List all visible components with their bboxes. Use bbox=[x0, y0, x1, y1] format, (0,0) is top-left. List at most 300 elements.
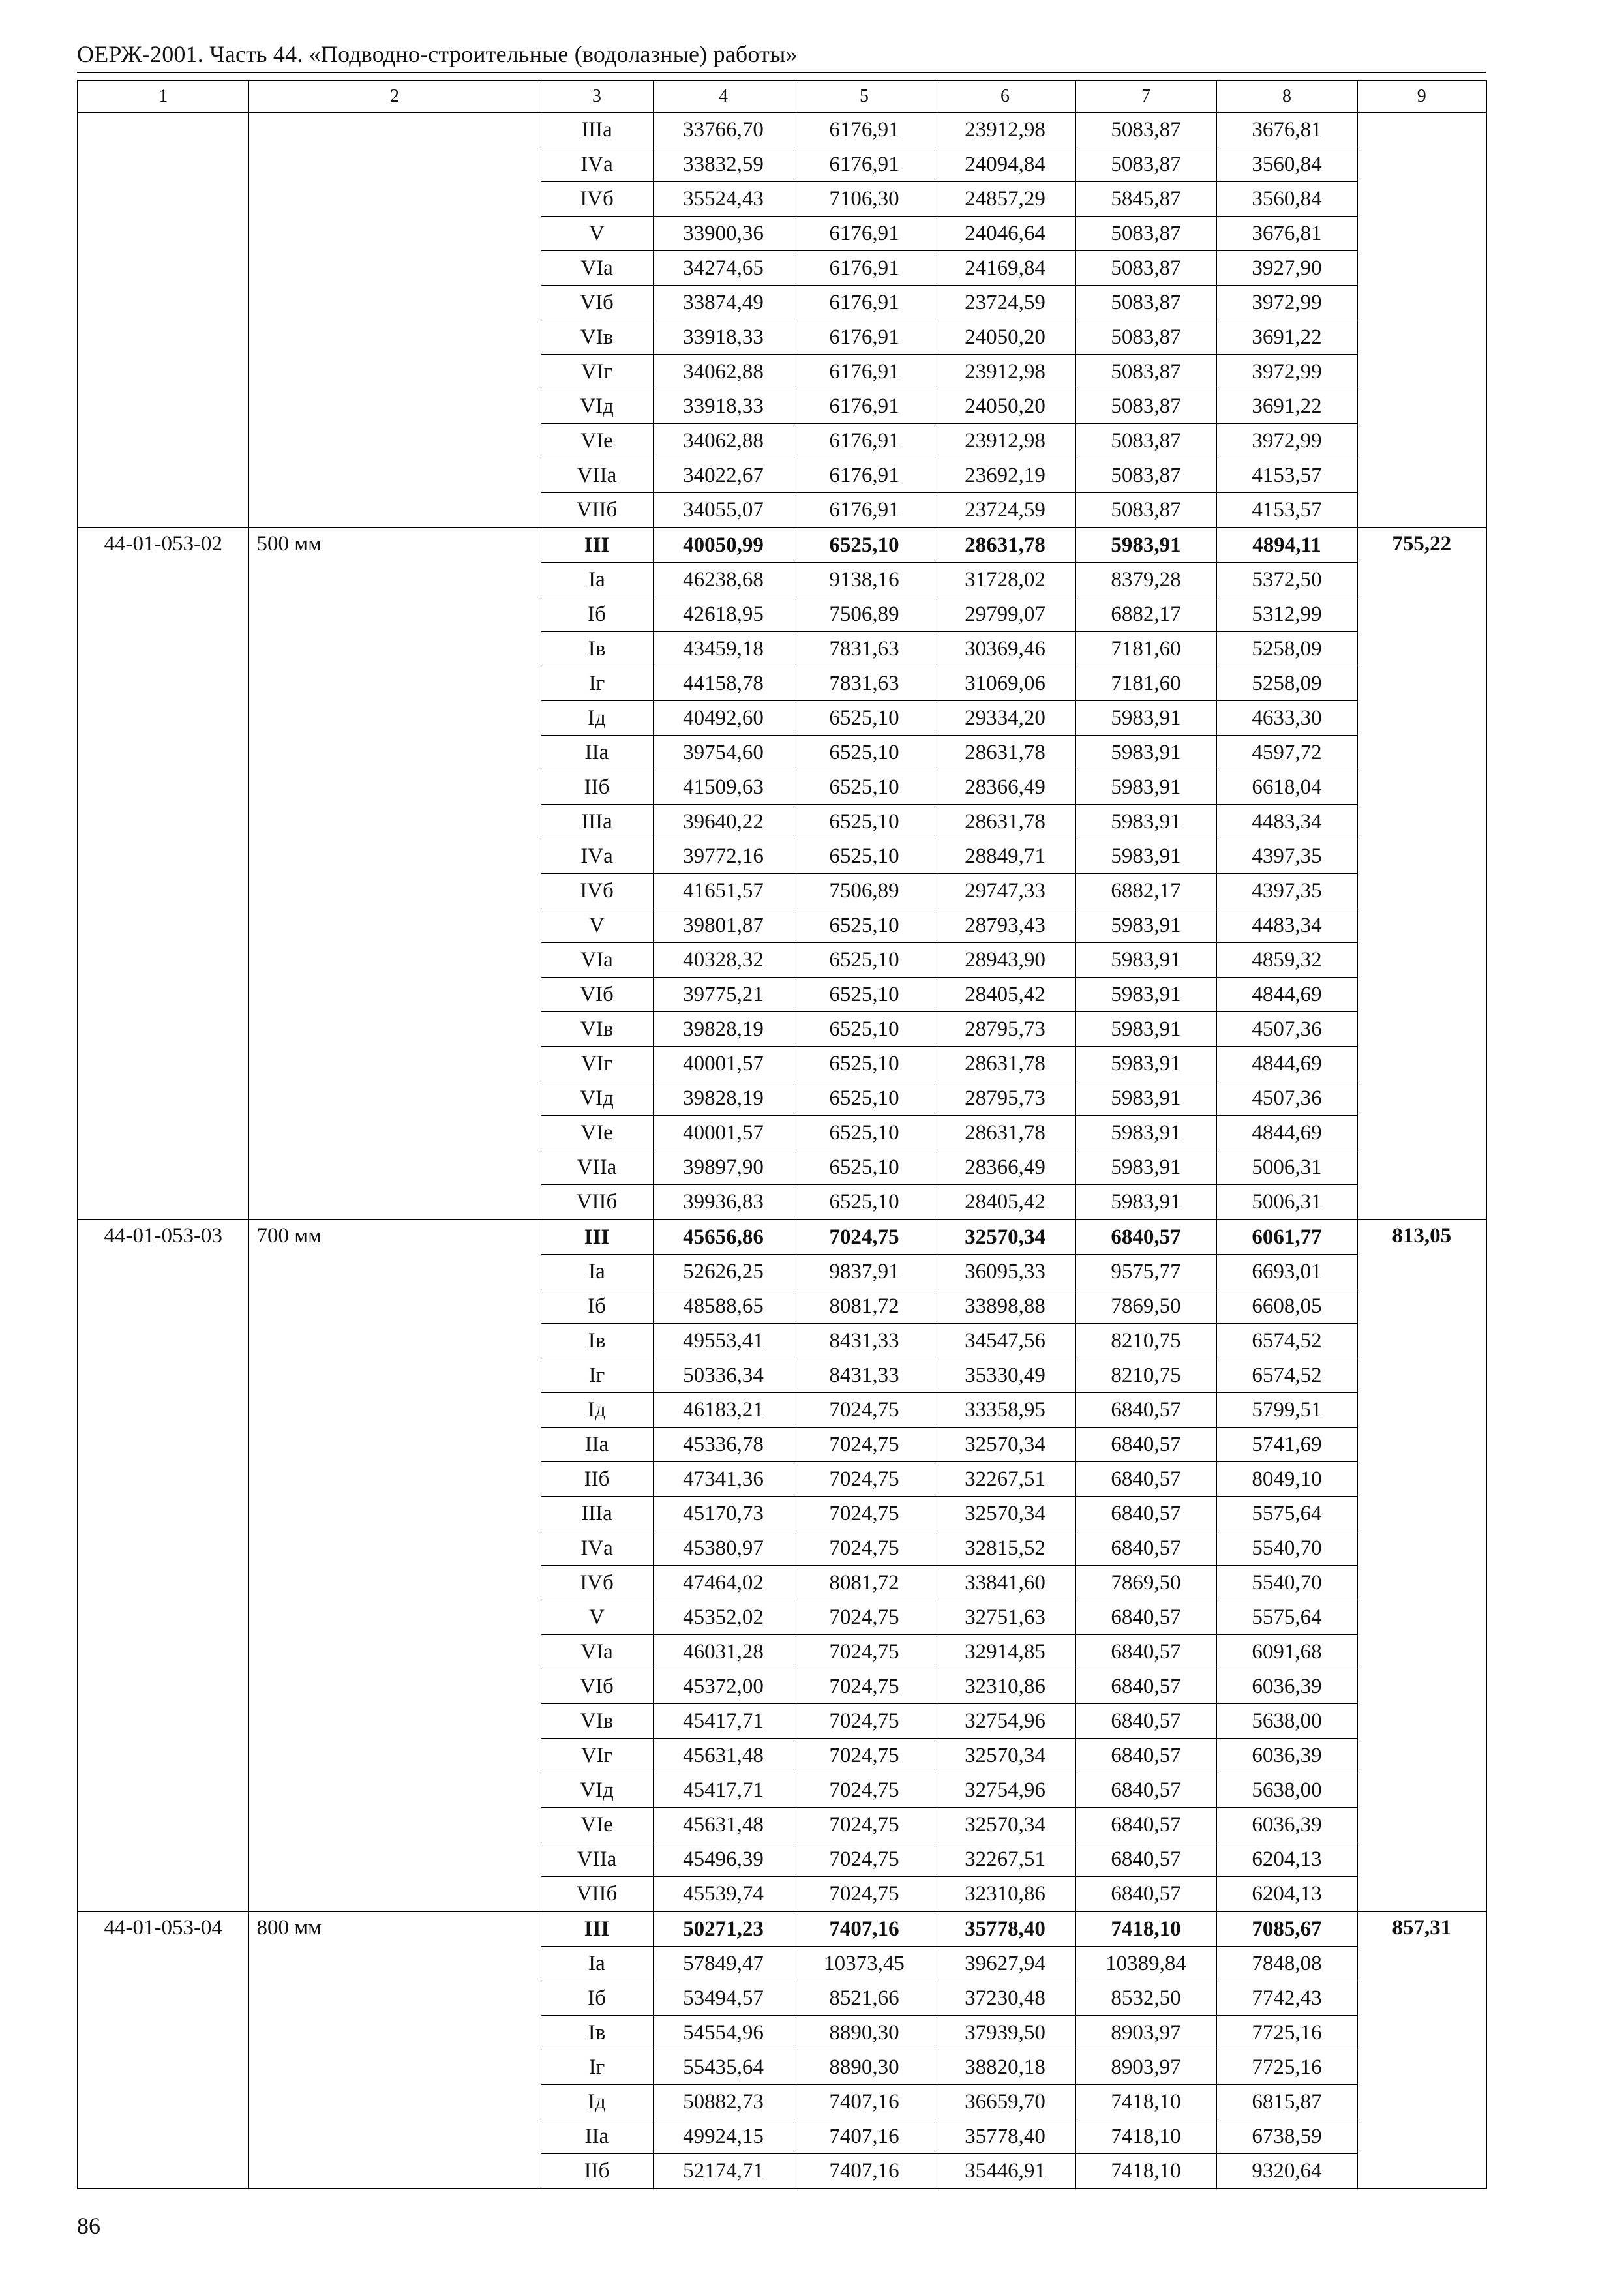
cost-value: 7869,50 bbox=[1075, 1289, 1216, 1324]
cost-value: 5799,51 bbox=[1216, 1393, 1357, 1428]
cost-value: 32310,86 bbox=[935, 1877, 1075, 1912]
cost-value: 4844,69 bbox=[1216, 1047, 1357, 1081]
cost-value: 4507,36 bbox=[1216, 1012, 1357, 1047]
cost-value: 32754,96 bbox=[935, 1704, 1075, 1739]
zone-label: VIIа bbox=[541, 1150, 653, 1185]
cost-value: 33918,33 bbox=[653, 389, 794, 424]
cost-value: 55435,64 bbox=[653, 2050, 794, 2085]
cost-value: 4153,57 bbox=[1216, 458, 1357, 493]
cost-value: 32570,34 bbox=[935, 1219, 1075, 1255]
cost-value: 8431,33 bbox=[794, 1324, 935, 1358]
cost-value: 4397,35 bbox=[1216, 839, 1357, 874]
cost-value: 28795,73 bbox=[935, 1012, 1075, 1047]
cost-value: 49553,41 bbox=[653, 1324, 794, 1358]
zone-label: IIб bbox=[541, 1462, 653, 1497]
cost-value: 7418,10 bbox=[1075, 2085, 1216, 2119]
cost-value: 6574,52 bbox=[1216, 1358, 1357, 1393]
cost-value: 4894,11 bbox=[1216, 528, 1357, 563]
cost-value: 6525,10 bbox=[794, 839, 935, 874]
cost-value: 3676,81 bbox=[1216, 113, 1357, 147]
column-number: 5 bbox=[794, 80, 935, 113]
cost-value: 6525,10 bbox=[794, 528, 935, 563]
cost-value: 46031,28 bbox=[653, 1635, 794, 1669]
cost-value: 34547,56 bbox=[935, 1324, 1075, 1358]
rate-code: 44-01-053-03 bbox=[78, 1219, 248, 1911]
zone-label: IIIа bbox=[541, 1497, 653, 1531]
zone-label: Iб bbox=[541, 1981, 653, 2016]
column-9-value: 813,05 bbox=[1357, 1219, 1486, 1911]
cost-value: 6176,91 bbox=[794, 424, 935, 458]
cost-value: 39828,19 bbox=[653, 1081, 794, 1116]
cost-value: 24857,29 bbox=[935, 182, 1075, 217]
cost-value: 7407,16 bbox=[794, 2154, 935, 2189]
zone-label: VIIб bbox=[541, 1877, 653, 1912]
cost-value: 8210,75 bbox=[1075, 1358, 1216, 1393]
cost-value: 28793,43 bbox=[935, 908, 1075, 943]
zone-label: IVб bbox=[541, 1566, 653, 1600]
zone-label: IVб bbox=[541, 874, 653, 908]
cost-value: 39828,19 bbox=[653, 1012, 794, 1047]
header-rule bbox=[77, 72, 1486, 73]
cost-value: 52174,71 bbox=[653, 2154, 794, 2189]
cost-value: 3972,99 bbox=[1216, 424, 1357, 458]
zone-label: III bbox=[541, 1911, 653, 1947]
cost-value: 7024,75 bbox=[794, 1635, 935, 1669]
rate-code: 44-01-053-04 bbox=[78, 1911, 248, 2189]
cost-value: 28366,49 bbox=[935, 1150, 1075, 1185]
zone-label: Iг bbox=[541, 2050, 653, 2085]
cost-value: 6840,57 bbox=[1075, 1704, 1216, 1739]
column-number: 6 bbox=[935, 80, 1075, 113]
cost-value: 9575,77 bbox=[1075, 1255, 1216, 1289]
cost-value: 7024,75 bbox=[794, 1773, 935, 1808]
zone-label: VIа bbox=[541, 1635, 653, 1669]
cost-value: 7024,75 bbox=[794, 1497, 935, 1531]
cost-value: 23912,98 bbox=[935, 113, 1075, 147]
cost-value: 34062,88 bbox=[653, 355, 794, 389]
zone-label: Iа bbox=[541, 1947, 653, 1981]
zone-label: V bbox=[541, 1600, 653, 1635]
cost-value: 32310,86 bbox=[935, 1669, 1075, 1704]
cost-value: 5083,87 bbox=[1075, 424, 1216, 458]
cost-value: 6176,91 bbox=[794, 458, 935, 493]
cost-value: 4153,57 bbox=[1216, 493, 1357, 528]
cost-value: 7742,43 bbox=[1216, 1981, 1357, 2016]
cost-value: 8890,30 bbox=[794, 2050, 935, 2085]
cost-value: 45336,78 bbox=[653, 1428, 794, 1462]
cost-value: 7506,89 bbox=[794, 874, 935, 908]
cost-value: 6176,91 bbox=[794, 355, 935, 389]
cost-value: 8521,66 bbox=[794, 1981, 935, 2016]
column-number-row bbox=[78, 80, 1486, 113]
zone-label: IIIа bbox=[541, 805, 653, 839]
cost-value: 6840,57 bbox=[1075, 1635, 1216, 1669]
cost-value: 32570,34 bbox=[935, 1739, 1075, 1773]
zone-label: V bbox=[541, 908, 653, 943]
cost-value: 40328,32 bbox=[653, 943, 794, 978]
cost-value: 29799,07 bbox=[935, 597, 1075, 632]
cost-value: 5845,87 bbox=[1075, 182, 1216, 217]
cost-value: 32751,63 bbox=[935, 1600, 1075, 1635]
cost-value: 6176,91 bbox=[794, 251, 935, 286]
cost-value: 24169,84 bbox=[935, 251, 1075, 286]
zone-label: VIг bbox=[541, 1047, 653, 1081]
zone-label: VIIб bbox=[541, 1185, 653, 1220]
cost-value: 5983,91 bbox=[1075, 770, 1216, 805]
zone-label: VIг bbox=[541, 355, 653, 389]
cost-value: 5083,87 bbox=[1075, 355, 1216, 389]
cost-value: 46183,21 bbox=[653, 1393, 794, 1428]
cost-value: 6840,57 bbox=[1075, 1877, 1216, 1912]
zone-label: VIд bbox=[541, 1081, 653, 1116]
cost-value: 6815,87 bbox=[1216, 2085, 1357, 2119]
cost-value: 31069,06 bbox=[935, 666, 1075, 701]
cost-value: 6574,52 bbox=[1216, 1324, 1357, 1358]
zone-label: VIб bbox=[541, 978, 653, 1012]
cost-value: 5083,87 bbox=[1075, 251, 1216, 286]
rates-table bbox=[77, 80, 1487, 2189]
cost-value: 33918,33 bbox=[653, 320, 794, 355]
cost-value: 6525,10 bbox=[794, 1012, 935, 1047]
cost-value: 32570,34 bbox=[935, 1497, 1075, 1531]
cost-value: 5741,69 bbox=[1216, 1428, 1357, 1462]
cost-value: 7024,75 bbox=[794, 1600, 935, 1635]
cost-value: 28405,42 bbox=[935, 1185, 1075, 1220]
column-number: 9 bbox=[1357, 80, 1486, 113]
cost-value: 5983,91 bbox=[1075, 805, 1216, 839]
cost-value: 45417,71 bbox=[653, 1773, 794, 1808]
cost-value: 6840,57 bbox=[1075, 1773, 1216, 1808]
cost-value: 48588,65 bbox=[653, 1289, 794, 1324]
cost-value: 6176,91 bbox=[794, 320, 935, 355]
cost-value: 3691,22 bbox=[1216, 320, 1357, 355]
zone-label: VIа bbox=[541, 943, 653, 978]
cost-value: 46238,68 bbox=[653, 563, 794, 597]
column-number: 7 bbox=[1075, 80, 1216, 113]
cost-value: 29747,33 bbox=[935, 874, 1075, 908]
cost-value: 6525,10 bbox=[794, 908, 935, 943]
cost-value: 32914,85 bbox=[935, 1635, 1075, 1669]
cost-value: 6176,91 bbox=[794, 493, 935, 528]
cost-value: 7506,89 bbox=[794, 597, 935, 632]
cost-value: 6176,91 bbox=[794, 286, 935, 320]
cost-value: 3560,84 bbox=[1216, 182, 1357, 217]
cost-value: 5258,09 bbox=[1216, 666, 1357, 701]
cost-value: 5083,87 bbox=[1075, 217, 1216, 251]
cost-value: 6525,10 bbox=[794, 1116, 935, 1150]
pipe-diameter bbox=[248, 113, 541, 528]
cost-value: 35524,43 bbox=[653, 182, 794, 217]
cost-value: 7831,63 bbox=[794, 632, 935, 666]
cost-value: 5258,09 bbox=[1216, 632, 1357, 666]
cost-value: 7407,16 bbox=[794, 1911, 935, 1947]
cost-value: 34055,07 bbox=[653, 493, 794, 528]
zone-label: VIб bbox=[541, 1669, 653, 1704]
cost-value: 28631,78 bbox=[935, 1116, 1075, 1150]
cost-value: 6061,77 bbox=[1216, 1219, 1357, 1255]
zone-label: VIа bbox=[541, 251, 653, 286]
cost-value: 7024,75 bbox=[794, 1428, 935, 1462]
cost-value: 5083,87 bbox=[1075, 493, 1216, 528]
cost-value: 50271,23 bbox=[653, 1911, 794, 1947]
cost-value: 6525,10 bbox=[794, 770, 935, 805]
cost-value: 49924,15 bbox=[653, 2119, 794, 2154]
cost-value: 6840,57 bbox=[1075, 1497, 1216, 1531]
cost-value: 6176,91 bbox=[794, 113, 935, 147]
cost-value: 9138,16 bbox=[794, 563, 935, 597]
cost-value: 7024,75 bbox=[794, 1808, 935, 1842]
cost-value: 6840,57 bbox=[1075, 1808, 1216, 1842]
cost-value: 5983,91 bbox=[1075, 528, 1216, 563]
column-number: 3 bbox=[541, 80, 653, 113]
cost-value: 5575,64 bbox=[1216, 1600, 1357, 1635]
cost-value: 43459,18 bbox=[653, 632, 794, 666]
cost-value: 7024,75 bbox=[794, 1219, 935, 1255]
cost-value: 4597,72 bbox=[1216, 736, 1357, 770]
cost-value: 6840,57 bbox=[1075, 1428, 1216, 1462]
cost-value: 5372,50 bbox=[1216, 563, 1357, 597]
zone-label: VIв bbox=[541, 1012, 653, 1047]
cost-value: 33832,59 bbox=[653, 147, 794, 182]
rate-code: 44-01-053-02 bbox=[78, 528, 248, 1219]
cost-value: 45631,48 bbox=[653, 1739, 794, 1773]
zone-label: IVб bbox=[541, 182, 653, 217]
cost-value: 6840,57 bbox=[1075, 1462, 1216, 1497]
cost-value: 6036,39 bbox=[1216, 1808, 1357, 1842]
cost-value: 6840,57 bbox=[1075, 1600, 1216, 1635]
zone-label: IIб bbox=[541, 2154, 653, 2189]
cost-value: 7106,30 bbox=[794, 182, 935, 217]
cost-value: 6176,91 bbox=[794, 147, 935, 182]
cost-value: 5006,31 bbox=[1216, 1185, 1357, 1220]
cost-value: 8890,30 bbox=[794, 2016, 935, 2050]
cost-value: 23912,98 bbox=[935, 424, 1075, 458]
cost-value: 3676,81 bbox=[1216, 217, 1357, 251]
cost-value: 6525,10 bbox=[794, 736, 935, 770]
cost-value: 33900,36 bbox=[653, 217, 794, 251]
cost-value: 6525,10 bbox=[794, 1185, 935, 1220]
cost-value: 23692,19 bbox=[935, 458, 1075, 493]
cost-value: 28631,78 bbox=[935, 736, 1075, 770]
cost-value: 5983,91 bbox=[1075, 1150, 1216, 1185]
cost-value: 3972,99 bbox=[1216, 286, 1357, 320]
cost-value: 33898,88 bbox=[935, 1289, 1075, 1324]
cost-value: 5312,99 bbox=[1216, 597, 1357, 632]
zone-label: VIд bbox=[541, 389, 653, 424]
cost-value: 6204,13 bbox=[1216, 1877, 1357, 1912]
cost-value: 7407,16 bbox=[794, 2119, 935, 2154]
cost-value: 54554,96 bbox=[653, 2016, 794, 2050]
cost-value: 7418,10 bbox=[1075, 1911, 1216, 1947]
cost-value: 28366,49 bbox=[935, 770, 1075, 805]
cost-value: 5083,87 bbox=[1075, 113, 1216, 147]
zone-label: IVа bbox=[541, 147, 653, 182]
cost-value: 10389,84 bbox=[1075, 1947, 1216, 1981]
cost-value: 38820,18 bbox=[935, 2050, 1075, 2085]
zone-label: Iд bbox=[541, 1393, 653, 1428]
cost-value: 9320,64 bbox=[1216, 2154, 1357, 2189]
cost-value: 45352,02 bbox=[653, 1600, 794, 1635]
cost-value: 8532,50 bbox=[1075, 1981, 1216, 2016]
column-9-value: 857,31 bbox=[1357, 1911, 1486, 2189]
zone-label: V bbox=[541, 217, 653, 251]
cost-value: 39627,94 bbox=[935, 1947, 1075, 1981]
cost-value: 7024,75 bbox=[794, 1739, 935, 1773]
cost-value: 10373,45 bbox=[794, 1947, 935, 1981]
table-row bbox=[78, 1219, 1486, 1255]
cost-value: 45417,71 bbox=[653, 1704, 794, 1739]
rate-code bbox=[78, 113, 248, 528]
cost-value: 7024,75 bbox=[794, 1531, 935, 1566]
cost-value: 5983,91 bbox=[1075, 839, 1216, 874]
cost-value: 47341,36 bbox=[653, 1462, 794, 1497]
cost-value: 5983,91 bbox=[1075, 701, 1216, 736]
table-row bbox=[78, 1911, 1486, 1947]
cost-value: 28631,78 bbox=[935, 528, 1075, 563]
zone-label: III bbox=[541, 528, 653, 563]
cost-value: 50336,34 bbox=[653, 1358, 794, 1393]
page-number: 86 bbox=[77, 2213, 100, 2239]
cost-value: 7418,10 bbox=[1075, 2119, 1216, 2154]
cost-value: 52626,25 bbox=[653, 1255, 794, 1289]
cost-value: 28631,78 bbox=[935, 1047, 1075, 1081]
cost-value: 7869,50 bbox=[1075, 1566, 1216, 1600]
cost-value: 33766,70 bbox=[653, 113, 794, 147]
column-number: 4 bbox=[653, 80, 794, 113]
cost-value: 35778,40 bbox=[935, 1911, 1075, 1947]
cost-value: 5983,91 bbox=[1075, 1081, 1216, 1116]
cost-value: 6840,57 bbox=[1075, 1393, 1216, 1428]
cost-value: 45539,74 bbox=[653, 1877, 794, 1912]
cost-value: 6036,39 bbox=[1216, 1669, 1357, 1704]
cost-value: 5083,87 bbox=[1075, 286, 1216, 320]
cost-value: 34062,88 bbox=[653, 424, 794, 458]
cost-value: 35330,49 bbox=[935, 1358, 1075, 1393]
cost-value: 6036,39 bbox=[1216, 1739, 1357, 1773]
cost-value: 5983,91 bbox=[1075, 1185, 1216, 1220]
cost-value: 6693,01 bbox=[1216, 1255, 1357, 1289]
cost-value: 39936,83 bbox=[653, 1185, 794, 1220]
cost-value: 5083,87 bbox=[1075, 389, 1216, 424]
cost-value: 28849,71 bbox=[935, 839, 1075, 874]
cost-value: 6882,17 bbox=[1075, 874, 1216, 908]
cost-value: 5575,64 bbox=[1216, 1497, 1357, 1531]
zone-label: VIб bbox=[541, 286, 653, 320]
cost-value: 6738,59 bbox=[1216, 2119, 1357, 2154]
cost-value: 6176,91 bbox=[794, 217, 935, 251]
cost-value: 24050,20 bbox=[935, 389, 1075, 424]
cost-value: 39897,90 bbox=[653, 1150, 794, 1185]
column-number: 8 bbox=[1216, 80, 1357, 113]
cost-value: 42618,95 bbox=[653, 597, 794, 632]
zone-label: Iг bbox=[541, 666, 653, 701]
cost-value: 4844,69 bbox=[1216, 1116, 1357, 1150]
zone-label: Iв bbox=[541, 1324, 653, 1358]
cost-value: 4483,34 bbox=[1216, 805, 1357, 839]
cost-value: 5006,31 bbox=[1216, 1150, 1357, 1185]
cost-value: 40050,99 bbox=[653, 528, 794, 563]
zone-label: VIе bbox=[541, 1116, 653, 1150]
cost-value: 6608,05 bbox=[1216, 1289, 1357, 1324]
cost-value: 8081,72 bbox=[794, 1566, 935, 1600]
cost-value: 6525,10 bbox=[794, 805, 935, 839]
cost-value: 7725,16 bbox=[1216, 2016, 1357, 2050]
zone-label: Iв bbox=[541, 632, 653, 666]
cost-value: 6525,10 bbox=[794, 1081, 935, 1116]
column-9-value: 755,22 bbox=[1357, 528, 1486, 1219]
cost-value: 7024,75 bbox=[794, 1462, 935, 1497]
cost-value: 40001,57 bbox=[653, 1047, 794, 1081]
cost-value: 6525,10 bbox=[794, 978, 935, 1012]
zone-label: IIIа bbox=[541, 113, 653, 147]
cost-value: 9837,91 bbox=[794, 1255, 935, 1289]
cost-value: 32570,34 bbox=[935, 1428, 1075, 1462]
column-9-value bbox=[1357, 113, 1486, 528]
cost-value: 6176,91 bbox=[794, 389, 935, 424]
cost-value: 7024,75 bbox=[794, 1704, 935, 1739]
cost-value: 3972,99 bbox=[1216, 355, 1357, 389]
cost-value: 36095,33 bbox=[935, 1255, 1075, 1289]
cost-value: 39801,87 bbox=[653, 908, 794, 943]
cost-value: 8379,28 bbox=[1075, 563, 1216, 597]
cost-value: 7725,16 bbox=[1216, 2050, 1357, 2085]
cost-value: 5083,87 bbox=[1075, 458, 1216, 493]
cost-value: 45372,00 bbox=[653, 1669, 794, 1704]
cost-value: 34274,65 bbox=[653, 251, 794, 286]
cost-value: 6882,17 bbox=[1075, 597, 1216, 632]
cost-value: 39754,60 bbox=[653, 736, 794, 770]
zone-label: Iд bbox=[541, 701, 653, 736]
zone-label: IIа bbox=[541, 1428, 653, 1462]
zone-label: VIг bbox=[541, 1739, 653, 1773]
cost-value: 33841,60 bbox=[935, 1566, 1075, 1600]
zone-label: VIв bbox=[541, 320, 653, 355]
cost-value: 30369,46 bbox=[935, 632, 1075, 666]
cost-value: 39640,22 bbox=[653, 805, 794, 839]
cost-value: 28405,42 bbox=[935, 978, 1075, 1012]
zone-label: IIа bbox=[541, 736, 653, 770]
cost-value: 32570,34 bbox=[935, 1808, 1075, 1842]
cost-value: 35778,40 bbox=[935, 2119, 1075, 2154]
cost-value: 34022,67 bbox=[653, 458, 794, 493]
cost-value: 4844,69 bbox=[1216, 978, 1357, 1012]
table-row bbox=[78, 528, 1486, 563]
cost-value: 7181,60 bbox=[1075, 632, 1216, 666]
cost-value: 8210,75 bbox=[1075, 1324, 1216, 1358]
zone-label: IVа bbox=[541, 839, 653, 874]
cost-value: 5083,87 bbox=[1075, 147, 1216, 182]
cost-value: 41651,57 bbox=[653, 874, 794, 908]
cost-value: 28631,78 bbox=[935, 805, 1075, 839]
zone-label: VIд bbox=[541, 1773, 653, 1808]
cost-value: 40001,57 bbox=[653, 1116, 794, 1150]
cost-value: 28795,73 bbox=[935, 1081, 1075, 1116]
zone-label: III bbox=[541, 1219, 653, 1255]
cost-value: 5983,91 bbox=[1075, 1116, 1216, 1150]
cost-value: 7831,63 bbox=[794, 666, 935, 701]
pipe-diameter: 700 мм bbox=[248, 1219, 541, 1911]
cost-value: 32267,51 bbox=[935, 1462, 1075, 1497]
cost-value: 39772,16 bbox=[653, 839, 794, 874]
cost-value: 7024,75 bbox=[794, 1669, 935, 1704]
cost-value: 7418,10 bbox=[1075, 2154, 1216, 2189]
cost-value: 5983,91 bbox=[1075, 908, 1216, 943]
cost-value: 5983,91 bbox=[1075, 978, 1216, 1012]
cost-value: 40492,60 bbox=[653, 701, 794, 736]
cost-value: 4859,32 bbox=[1216, 943, 1357, 978]
zone-label: IIб bbox=[541, 770, 653, 805]
table-row bbox=[78, 113, 1486, 147]
